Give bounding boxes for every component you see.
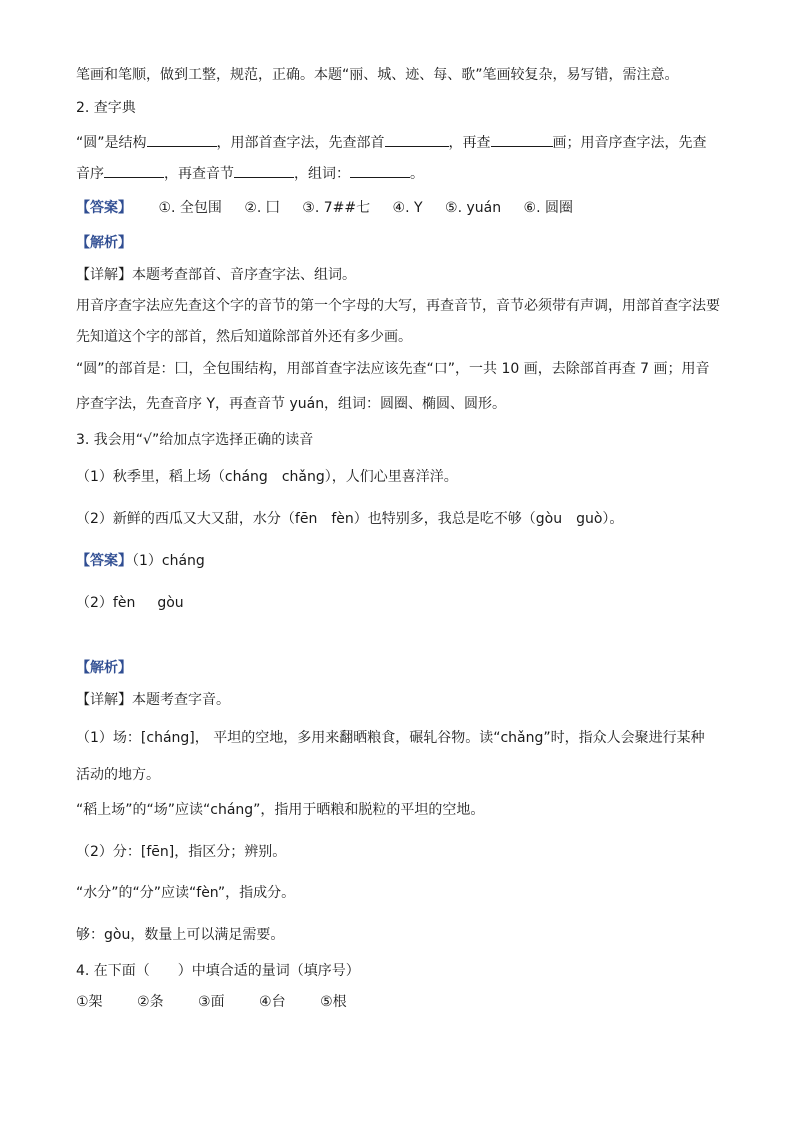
question-2-line-2 bbox=[76, 163, 424, 183]
measure-option: ②条 bbox=[137, 994, 164, 1010]
text-segment: gòu bbox=[157, 595, 184, 611]
text-segment: guò）。 bbox=[576, 511, 624, 527]
text-line: 先知道这个字的部首，然后知道除部首外还有多少画。 bbox=[76, 329, 412, 345]
blank-initial[interactable] bbox=[104, 163, 164, 178]
text-segment: （2）fèn bbox=[76, 595, 136, 611]
measure-option: ④台 bbox=[259, 994, 286, 1010]
text-line: “水分”的“分”应读“fèn”，指成分。 bbox=[76, 885, 296, 901]
text-line: 【详解】本题考查部首、音序查字法、组词。 bbox=[76, 267, 356, 283]
analysis-tag: 【解析】 bbox=[76, 660, 132, 676]
answer-option: ③. 7##七 bbox=[302, 200, 371, 216]
measure-option: ⑤根 bbox=[320, 994, 347, 1010]
question-3-title: 3. 我会用“√”给加点字选择正确的读音 bbox=[76, 432, 314, 448]
text-line: 【详解】本题考查字音。 bbox=[76, 692, 230, 708]
question-3-item-1 bbox=[76, 468, 458, 486]
question-2-line-1 bbox=[76, 132, 707, 152]
text-segment: （2）新鲜的西瓜又大又甜，水分（fēn bbox=[76, 511, 318, 527]
text-segment: “圆”是结构 bbox=[76, 135, 147, 151]
text-segment: （1）秋季里，稻上场（cháng bbox=[76, 469, 268, 485]
text-line: 笔画和笔顺，做到工整，规范，正确。本题“丽、城、迹、每、歌”笔画较复杂，易写错，需注意。 bbox=[76, 67, 679, 83]
blank-radical[interactable] bbox=[385, 132, 449, 147]
answer-option: ⑤. yuán bbox=[445, 200, 502, 216]
text-line: 序查字法，先查音序 Y，再查音节 yuán，组词：圆圈、椭圆、圆形。 bbox=[76, 396, 507, 412]
answer-tag: 【答案】 bbox=[76, 200, 132, 216]
text-segment: ，用部首查字法，先查部首 bbox=[216, 135, 385, 151]
question-3-item-2 bbox=[76, 510, 623, 528]
measure-word-options bbox=[76, 993, 377, 1011]
text-segment: ，再查 bbox=[448, 135, 491, 151]
blank-strokes[interactable] bbox=[491, 132, 553, 147]
text-segment: 音序 bbox=[76, 166, 104, 182]
text-line: 用音序查字法应先查这个字的音节的第一个字母的大写，再查音节，音节必须带有声调，用部首查字法要 bbox=[76, 298, 720, 314]
analysis-tag: 【解析】 bbox=[76, 235, 132, 251]
text-segment: ，组词： bbox=[294, 166, 350, 182]
answer-option: ⑥. 圆圈 bbox=[523, 200, 573, 216]
blank-word[interactable] bbox=[350, 163, 410, 178]
answer-2 bbox=[76, 199, 591, 217]
blank-structure[interactable] bbox=[147, 132, 217, 147]
text-line: 够：gòu，数量上可以满足需要。 bbox=[76, 927, 285, 943]
text-line: “圆”的部首是：囗，全包围结构，用部首查字法应该先查“口”，一共 10 画，去除部首再查 7 画；用音 bbox=[76, 361, 710, 377]
text-segment: 。 bbox=[410, 166, 424, 182]
answer-text: （1）cháng bbox=[132, 553, 205, 569]
blank-syllable[interactable] bbox=[234, 163, 294, 178]
answer-tag: 【答案】 bbox=[76, 553, 132, 569]
question-4-title: 4. 在下面（ ）中填合适的量词（填序号） bbox=[76, 963, 360, 979]
text-segment: chǎng），人们心里喜洋洋。 bbox=[281, 469, 458, 485]
answer-3-line-2 bbox=[76, 594, 184, 612]
text-segment: ，再查音节 bbox=[164, 166, 234, 182]
question-2-title: 2. 查字典 bbox=[76, 100, 136, 116]
text-segment: 画；用音序查字法，先查 bbox=[552, 135, 707, 151]
text-line: （2）分：[fēn]，指区分；辨别。 bbox=[76, 844, 287, 860]
text-segment: fèn）也特别多，我总是吃不够（gòu bbox=[331, 511, 563, 527]
answer-option: ②. 囗 bbox=[244, 200, 280, 216]
answer-3 bbox=[76, 552, 205, 570]
text-line: （1）场：[cháng]， 平坦的空地，多用来翻晒粮食，碾轧谷物。读“chǎng”时，指众人会聚进行某种 bbox=[76, 730, 705, 746]
answer-option: ①. 全包围 bbox=[158, 200, 222, 216]
text-line: “稻上场”的“场”应读“cháng”，指用于晒粮和脱粒的平坦的空地。 bbox=[76, 802, 485, 818]
measure-option: ①架 bbox=[76, 994, 103, 1010]
text-line: 活动的地方。 bbox=[76, 767, 160, 783]
answer-option: ④. Y bbox=[392, 200, 423, 216]
measure-option: ③面 bbox=[198, 994, 225, 1010]
